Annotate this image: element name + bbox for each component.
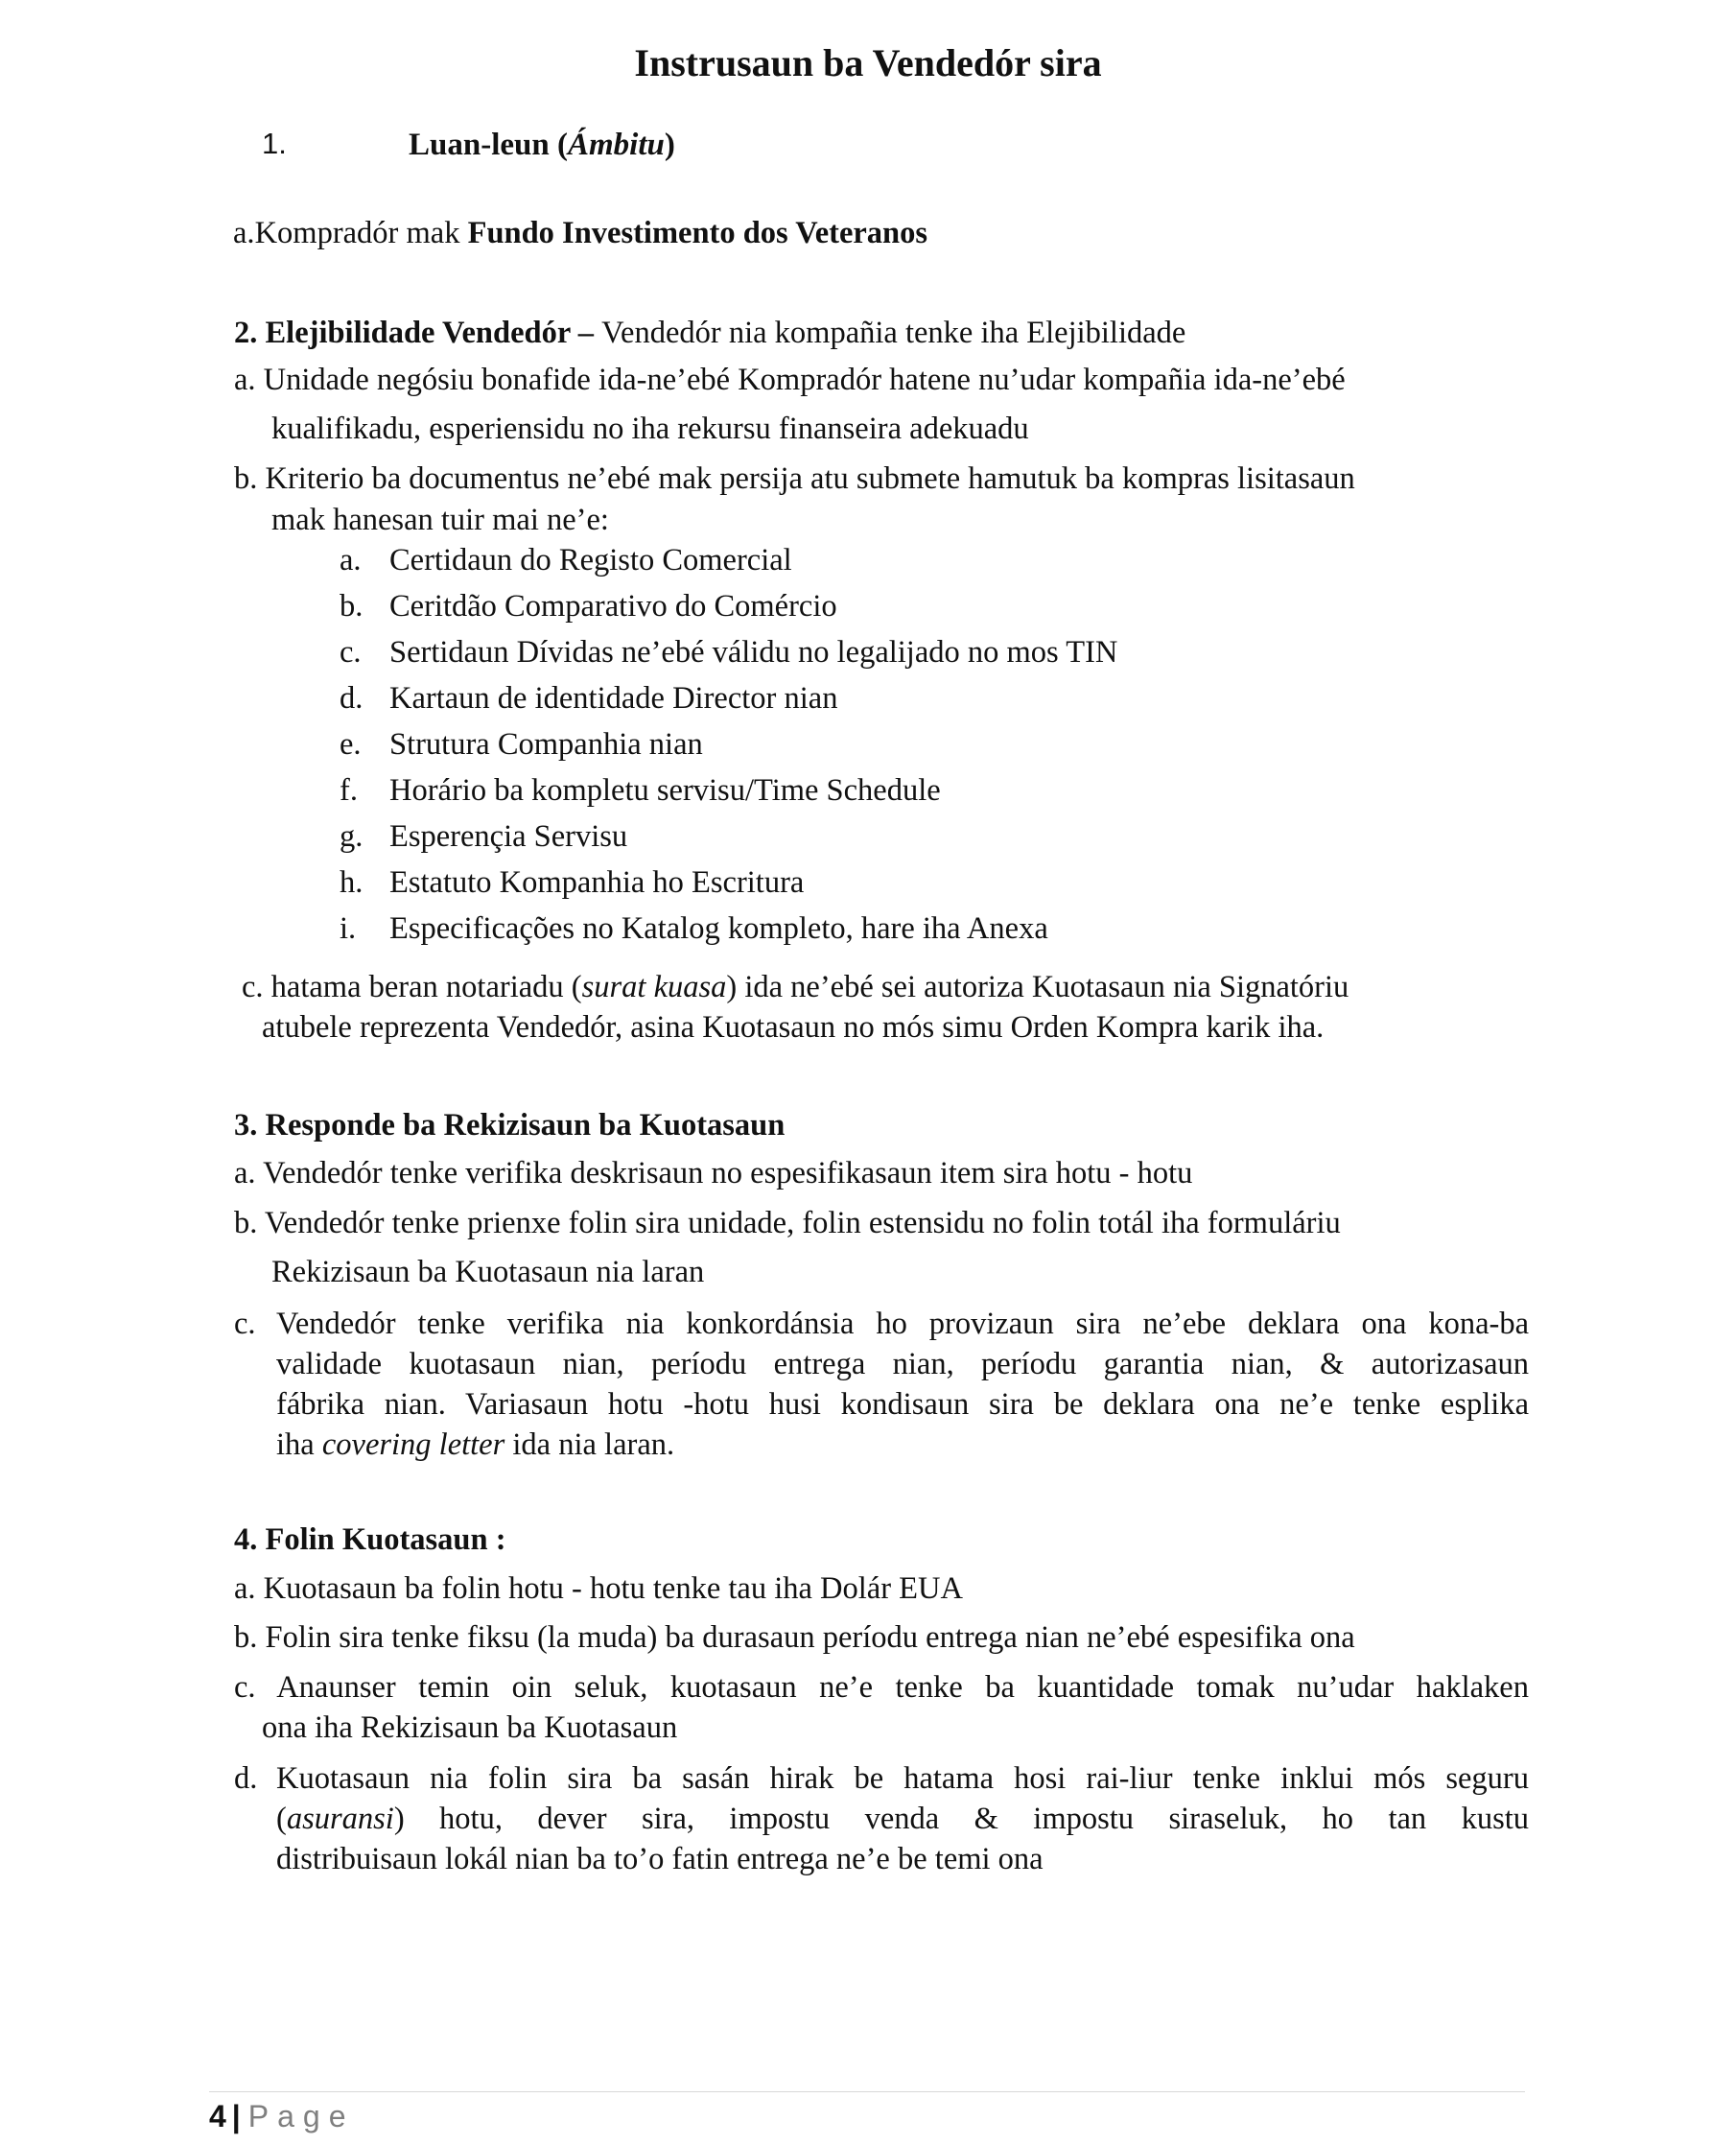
section-1-title xyxy=(409,125,675,166)
section-3-item-c-line-4-post: ida nia laran. xyxy=(504,1427,675,1462)
section-1-item-a-text: Kompradór mak xyxy=(254,216,468,250)
criteria-item-marker: b. xyxy=(340,589,364,624)
criteria-item-marker: f. xyxy=(340,773,358,808)
criteria-item xyxy=(340,770,941,811)
section-4-item-d-line-3: distribuisaun lokál nian ba to’o fatin entrega ne’e be temi ona xyxy=(276,1842,1044,1876)
criteria-item-text: Kartaun de identidade Director nian xyxy=(389,681,838,716)
section-4-item-d-line-1: Kuotasaun nia folin sira ba sasán hirak be hatama hosi rai-liur tenke inklui mós seguru xyxy=(276,1761,1529,1796)
section-1-buyer-name: Fundo Investimento dos Veteranos xyxy=(467,216,928,250)
section-4-heading: 4. Folin Kuotasaun : xyxy=(234,1522,506,1557)
section-2-item-a-line-2: kualifikadu, esperiensidu no iha rekursu finanseira adekuadu xyxy=(271,412,1029,446)
section-4-item-d-text xyxy=(276,1758,1529,1879)
section-2-item-c-italic: surat kuasa xyxy=(581,970,727,1004)
criteria-item-text: Sertidaun Dívidas ne’ebé válidu no legalijado no mos TIN xyxy=(389,635,1118,670)
footer-divider xyxy=(209,2091,1525,2092)
criteria-item xyxy=(340,724,703,765)
criteria-item-marker: e. xyxy=(340,727,362,762)
criteria-item-marker: d. xyxy=(340,681,364,716)
criteria-item-marker: c. xyxy=(340,635,362,670)
section-3-item-a: a. Vendedór tenke verifika deskrisaun no espesifikasaun item sira hotu - hotu xyxy=(234,1156,1193,1190)
section-4-item-a: a. Kuotasaun ba folin hotu - hotu tenke tau iha Dolár EUA xyxy=(234,1571,963,1606)
section-4-item-c-text xyxy=(234,1667,1529,1708)
section-1-title-pre: Luan-leun ( xyxy=(409,128,568,162)
section-4-item-d-line-2-post: ) hotu, dever sira, impostu venda & impostu siraseluk, ho tan kustu xyxy=(393,1802,1529,1836)
section-2-item-c-pre: c. hatama beran notariadu ( xyxy=(242,970,582,1004)
page-title: Instrusaun ba Vendedór sira xyxy=(634,41,1102,84)
criteria-item xyxy=(340,862,804,903)
section-3-item-c-marker: c. xyxy=(234,1307,256,1341)
section-2-heading-bold: 2. Elejibilidade Vendedór – xyxy=(234,316,602,350)
footer-separator: | xyxy=(231,2099,241,2133)
criteria-item xyxy=(340,540,792,580)
section-3-item-c-line-4-italic: covering letter xyxy=(321,1427,505,1462)
section-3-item-c-line-3: fábrika nian. Variasaun hotu -hotu husi kondisaun sira be deklara ona ne’e tenke esplika xyxy=(276,1387,1529,1422)
section-2-item-a-line-1: a. Unidade negósiu bonafide ida-ne’ebé Kompradór hatene nu’udar kompañia ida-ne’ebé xyxy=(234,363,1346,397)
section-3-item-b-line-1: b. Vendedór tenke prienxe folin sira unidade, folin estensidu no folin totál iha formuláriu xyxy=(234,1206,1341,1240)
page-number: 4 xyxy=(209,2099,226,2133)
criteria-item xyxy=(340,678,837,719)
criteria-item-text: Strutura Companhia nian xyxy=(389,727,703,762)
criteria-item xyxy=(340,816,627,857)
section-2-item-c-line-1 xyxy=(242,967,1349,1007)
section-4-item-d-line-2-pre: ( xyxy=(276,1802,287,1836)
section-4-item-d-marker: d. xyxy=(234,1761,258,1796)
section-1-title-post: ) xyxy=(664,128,675,162)
criteria-item-text: Certidaun do Registo Comercial xyxy=(389,543,792,578)
section-1-item-a xyxy=(233,213,927,253)
criteria-item-marker: a. xyxy=(340,543,362,578)
criteria-item-marker: i. xyxy=(340,911,357,946)
section-1-number: 1. xyxy=(262,127,287,160)
section-3-item-c-text xyxy=(276,1304,1529,1465)
criteria-item-text: Especificações no Katalog kompleto, hare iha Anexa xyxy=(389,911,1048,946)
criteria-item-text: Ceritdão Comparativo do Comércio xyxy=(389,589,837,624)
section-3-heading: 3. Responde ba Rekizisaun ba Kuotasaun xyxy=(234,1108,786,1143)
section-1-item-a-marker: a. xyxy=(233,216,255,250)
section-4-item-c-line-1: c. Anaunser temin oin seluk, kuotasaun ne’e tenke ba kuantidade tomak nu’udar haklaken xyxy=(234,1670,1529,1705)
section-1-title-italic: Ámbitu xyxy=(567,128,665,162)
section-2-item-c-post: ) ida ne’ebé sei autoriza Kuotasaun nia Signatóriu xyxy=(726,970,1349,1004)
section-2-item-b-line-2: mak hanesan tuir mai ne’e: xyxy=(271,503,609,537)
criteria-item-text: Estatuto Kompanhia ho Escritura xyxy=(389,865,805,900)
section-2-item-c-line-2: atubele reprezenta Vendedór, asina Kuotasaun no mós simu Orden Kompra karik iha. xyxy=(262,1010,1325,1045)
section-4-item-d-line-2-italic: asuransi xyxy=(286,1802,394,1836)
criteria-item-text: Horário ba kompletu servisu/Time Schedule xyxy=(389,773,941,808)
section-3-item-c-line-1: Vendedór tenke verifika nia konkordánsia ho provizaun sira ne’ebe deklara ona kona-ba xyxy=(276,1307,1529,1341)
criteria-item-text: Esperençia Servisu xyxy=(389,819,628,854)
page-footer xyxy=(209,2097,354,2137)
section-3-item-b-line-2: Rekizisaun ba Kuotasaun nia laran xyxy=(271,1255,705,1289)
criteria-item xyxy=(340,908,1048,949)
criteria-item xyxy=(340,586,837,626)
section-2-item-b-line-1: b. Kriterio ba documentus ne’ebé mak persija atu submete hamutuk ba kompras lisitasaun xyxy=(234,461,1355,496)
section-2-heading-rest: Vendedór nia kompañia tenke iha Elejibilidade xyxy=(601,316,1186,350)
criteria-item-marker: g. xyxy=(340,819,364,854)
section-3-item-c-line-2: validade kuotasaun nian, períodu entrega nian, períodu garantia nian, & autorizasaun xyxy=(276,1347,1529,1381)
section-4-item-b: b. Folin sira tenke fiksu (la muda) ba durasaun períodu entrega nian ne’ebé espesifika ona xyxy=(234,1620,1355,1655)
section-3-item-c-line-4-pre: iha xyxy=(276,1427,322,1462)
page-label: Page xyxy=(247,2099,355,2133)
criteria-item-marker: h. xyxy=(340,865,364,900)
section-4-item-c-line-2: ona iha Rekizisaun ba Kuotasaun xyxy=(262,1710,678,1745)
criteria-item xyxy=(340,632,1117,672)
section-3-item-c-line-4 xyxy=(276,1425,1529,1465)
section-4-item-d-line-2 xyxy=(276,1799,1529,1839)
section-2-heading xyxy=(234,313,1185,353)
